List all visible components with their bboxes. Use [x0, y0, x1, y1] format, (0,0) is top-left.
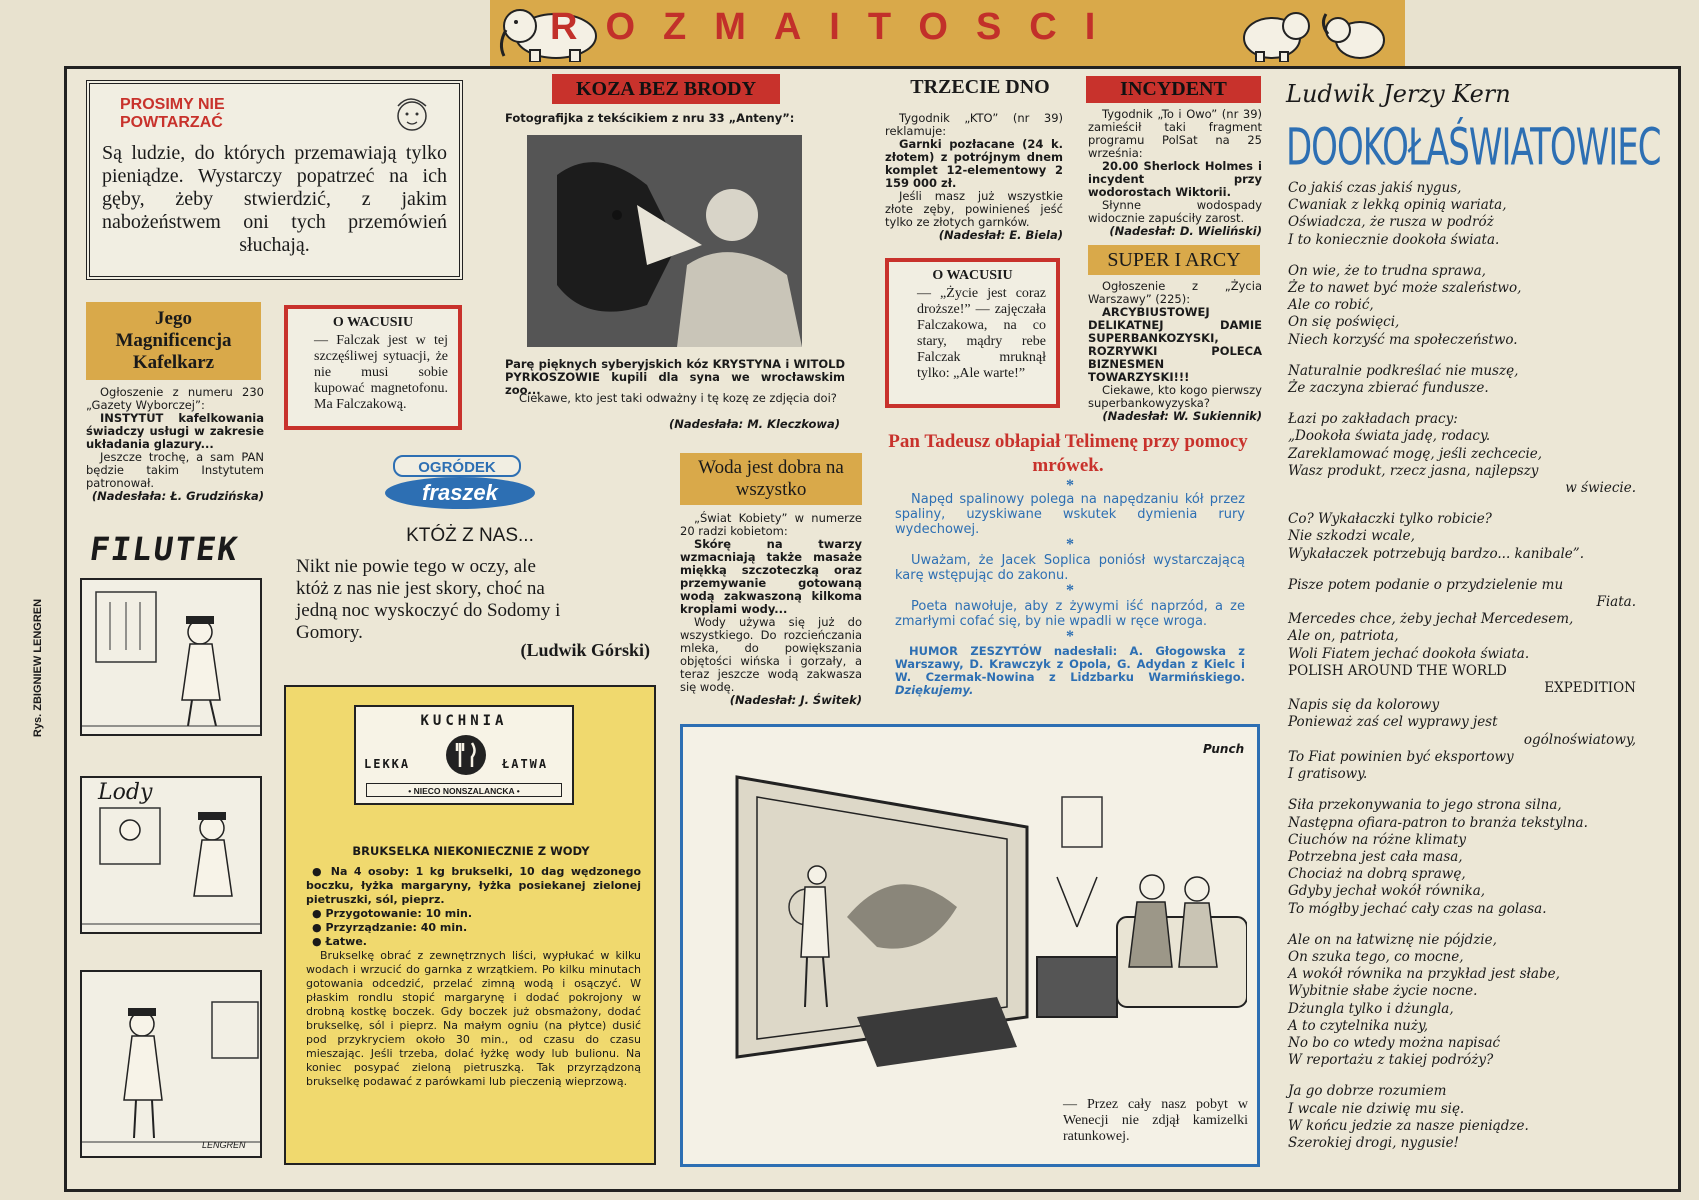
poem-line: Siła przekonywania to jego strona silna,	[1288, 797, 1562, 814]
side-credit: Rys. ZBIGNIEW LENGREN	[32, 598, 44, 738]
poem-line: Cwaniak z lekką opinią wariata,	[1288, 197, 1507, 214]
koza-caption: Parę pięknych syberyjskich kóz KRYSTYNA i WITOLD PYRKOSZOWIE kupili dla syna we wrocławskim zoo...	[505, 357, 845, 397]
woda-text: „Świat Kobiety” w numerze 20 radzi kobietom:	[680, 511, 862, 538]
trzecie-signature: (Nadesłał: E. Biela)	[938, 228, 1063, 242]
asterisk-icon: *	[1066, 582, 1074, 599]
poem-stanza	[1288, 797, 1636, 917]
kuchnia-cook	[306, 921, 641, 935]
bullet-icon: ●	[312, 907, 326, 920]
super-comment: Ciekawe, kto kogo pierwszy superbankowyzyska?	[1088, 383, 1262, 410]
poem-line: On szuka tego, co mocne,	[1288, 948, 1464, 965]
bullet-icon: ●	[312, 935, 326, 948]
poem-line: POLISH AROUND THE WORLD	[1288, 662, 1507, 679]
kuchnia-logo-right: ŁATWA	[502, 757, 549, 771]
humor-footer-label: HUMOR ZESZYTÓW	[909, 644, 1042, 658]
humor-list	[895, 477, 1246, 697]
kuchnia-text: Brukselkę obrać z zewnętrznych liści, wypłukać w kilku wodach i wrzucić do garnka z wrzątkiem. Po kilku minutach gotowania odcedzić, przelać zimną wodą i osączyć. W płaskim rondlu stopić margarynę i dodać pokrojony w drobną kostkę boczek. Gdy boczek już obsmażony, dodać brukselkę, sól i pieprz. Na małym ogniu (na płytce) dusić pod przykryciem około 30 min., od czasu do czasu mieszając. Jeśli trzeba, dolać łyżkę wody lub bulionu. Na koniec posypać zieloną pietruszką. Tak przyrządzoną brukselkę podawać z parówkami lub pieczenią wieprzową.	[306, 949, 641, 1088]
incydent-title: INCYDENT	[1086, 76, 1261, 103]
incydent-quote: 20.00 Sherlock Holmes i incydent przy wodorostach Wiktorii.	[1088, 159, 1262, 199]
kuchnia-ingredients-text: Na 4 osoby: 1 kg brukselki, 10 dag wędzonego boczku, łyżka margaryny, łyżka posiekanej zielonej pietruszki, sól, pieprz.	[306, 865, 642, 906]
punch-caption: — Przez cały nasz pobyt w Wenecji nie zdjął kamizelki ratunkowej.	[1063, 1097, 1248, 1144]
wacusiu2-title: O WACUSIU	[932, 268, 1013, 283]
poem-line: Zareklamować mogę, jeśli zechcecie,	[1288, 445, 1543, 462]
incydent-signature: (Nadesłał: D. Wieliński)	[1109, 224, 1262, 238]
poem-line: ogólnoświatowy,	[1523, 731, 1636, 748]
trzecie-text: Tygodnik „KTO” (nr 39) reklamuje:	[885, 111, 1063, 138]
kuchnia-ingredients	[306, 865, 641, 907]
koza-title: KOZA BEZ BRODY	[552, 74, 780, 104]
poem-line: Następna ofiara-patron to branża tekstylna.	[1288, 814, 1588, 831]
kuchnia-logo-bottom: • NIECO NONSZALANCKA •	[366, 783, 562, 797]
poem-line: I gratisowy.	[1288, 766, 1368, 783]
humor-item-1: Napęd spalinowy polega na napędzaniu kół przez spaliny, uzyskiwane wskutek dymienia rury wydechowej.	[895, 492, 1245, 537]
woda-body	[680, 512, 862, 707]
poem-line: Naturalnie podkreślać nie muszę,	[1288, 362, 1519, 379]
koza-photo	[527, 135, 802, 347]
poem-line: Niech korzyść ma społeczeństwo.	[1288, 331, 1518, 348]
humor-thanks: Dziękujemy.	[895, 683, 974, 697]
kuchnia-cook-text: Przyrządzanie: 40 min.	[325, 921, 468, 934]
poem-line: To mógłby jechać cały czas na golasa.	[1288, 900, 1547, 917]
koza-intro: Fotografijka z tekścikiem z nru 33 „Anteny”:	[505, 111, 795, 125]
poem-line: I wcale nie dziwię mu się.	[1288, 1100, 1465, 1117]
poem-stanza	[1288, 180, 1636, 249]
kuchnia-title: BRUKSELKA NIEKONIECZNIE Z WODY	[352, 844, 590, 858]
super-body	[1088, 280, 1262, 423]
jego-signature: (Nadesłała: Ł. Grudzińska)	[91, 489, 264, 503]
woda-title: Woda jest dobra na wszystko	[698, 457, 844, 500]
super-title: SUPER I ARCY	[1107, 249, 1241, 271]
fork-knife-icon	[444, 733, 488, 777]
filutek-sign-lody: Lody	[98, 780, 153, 805]
kuchnia-logo	[354, 705, 574, 805]
poem-line: To Fiat powinien być eksportowy	[1288, 748, 1514, 765]
kuchnia-logo-top: KUCHNIA	[420, 713, 508, 729]
poem-line: I to koniecznie dookoła świata.	[1288, 231, 1500, 248]
humor-item-2: Uważam, że Jacek Soplica poniósł wystarczającą karę wstępując do zakonu.	[895, 553, 1245, 583]
poem-line: Dżungla tylko i dżungla,	[1288, 1000, 1454, 1017]
trzecie-quote: Garnki pozłacane (24 k. złotem) z potrójnym dnem komplet 12-elementowy 2 159 000 zł.	[885, 137, 1063, 190]
poem-line: Nie szkodzi wcale,	[1288, 528, 1415, 545]
filutek-artist: LENGREN	[202, 1140, 246, 1150]
kuchnia-easy-text: Łatwe.	[325, 935, 367, 948]
super-quote: ARCYBIUSTOWEJ DELIKATNEJ DAMIE SUPERBANKOZYSKI, ROZRYWKI POLECA BIZNESMEN TOWARZYSKI!!!	[1088, 305, 1262, 384]
koza-signature: (Nadesłała: M. Kleczkowa)	[668, 417, 840, 431]
super-signature: (Nadesłał: W. Sukiennik)	[1102, 409, 1262, 423]
ktoz-author: (Ludwik Górski)	[520, 640, 650, 660]
trzecie-comment: Jeśli masz już wszystkie złote zęby, powinieneś jeść tylko ze złotych garnków.	[885, 189, 1063, 229]
woda-signature: (Nadesłał: J. Świtek)	[729, 693, 862, 707]
poem-line: Szerokiej drogi, nygusie!	[1288, 1134, 1459, 1151]
wacusiu2-box	[885, 258, 1060, 408]
poem-line: Co jakiś czas jakiś nygus,	[1288, 180, 1462, 196]
poem-line: Oświadcza, że rusza w podróż	[1288, 214, 1494, 231]
poem-line: A to czytelnika nuży,	[1288, 1017, 1429, 1034]
poem-line: Potrzebna jest cała masa,	[1288, 848, 1463, 865]
humor-footer	[895, 645, 1245, 697]
poem-line: Wykałaczek potrzebują bardzo... kanibale”.	[1288, 545, 1584, 562]
poem-line: Mercedes chce, żeby jechał Mercedesem,	[1288, 611, 1574, 628]
humor-footer-text: nadesłali: A. Głogowska z Warszawy, D. Krawczyk z Opola, G. Adydan z Kielc i W. Czermak-Nowina z Lidzbarku Warmińskiego.	[895, 644, 1246, 684]
poem-stanza	[1288, 1083, 1636, 1152]
punch-source: Punch	[1203, 742, 1245, 756]
incydent-body	[1088, 108, 1262, 238]
bullet-icon: ●	[312, 865, 331, 878]
filutek-panel-1	[80, 578, 262, 736]
poem-line: Ale co robić,	[1288, 297, 1374, 314]
wacusiu2-text: — „Życie jest coraz droższe!” — zajęczała Falczakowa, na co stary, mądry rebe Falczak mruknął tylko: „Ale warte!”	[917, 286, 1046, 381]
jego-title-box	[86, 302, 261, 380]
wacusiu1-box	[284, 305, 462, 430]
banner-title	[540, 2, 1220, 52]
kuchnia-prep-text: Przygotowanie: 10 min.	[325, 907, 472, 920]
filutek-panel-1-art	[82, 580, 260, 734]
kuchnia-body	[306, 865, 641, 1089]
poem-line: Ciuchów na różne klimaty	[1288, 831, 1466, 848]
jego-title: Jego Magnificencja Kafelkarz	[115, 308, 232, 373]
prosimy-text: Są ludzie, do których przemawiają tylko pieniądze. Wystarczy popatrzeć na ich gęby, żeby stwierdzić, z jakim nabożeństwem oni tych przemówień słuchają.	[102, 142, 447, 256]
humor-title: Pan Tadeusz obłapiał Telimenę przy pomocy mrówek.	[888, 431, 1248, 476]
poem-line: Chociaż na dobrą sprawę,	[1288, 866, 1466, 883]
poem-stanza	[1288, 932, 1636, 1070]
trzecie-body	[885, 112, 1063, 242]
poem-line: Gdyby jechał wokół równika,	[1288, 883, 1486, 900]
poem-line: Napis się da kolorowy	[1288, 697, 1440, 714]
filutek-panel-3	[80, 970, 262, 1158]
poem-line: Ponieważ zaś cel wyprawy jest	[1288, 714, 1498, 731]
jego-comment: Jeszcze trochę, a sam PAN będzie takim Instytutem patronował.	[86, 450, 264, 490]
bullet-icon: ●	[312, 921, 326, 934]
jego-body	[86, 386, 264, 503]
poem-stanza	[1288, 411, 1636, 497]
poem-stanza	[1288, 263, 1636, 349]
poem-line: Wybitnie słabe życie nocne.	[1288, 983, 1478, 1000]
poem-line: Że zaczyna zbierać fundusze.	[1288, 380, 1489, 397]
ogrodek-logo	[385, 455, 535, 511]
trzecie-title: TRZECIE DNO	[910, 76, 1050, 98]
filutek-panel-3-art	[82, 972, 260, 1156]
poem-line: Ale on, patriota,	[1288, 628, 1399, 645]
jego-text: Ogłoszenie z numeru 230 „Gazety Wyborczej”:	[86, 385, 264, 412]
humor-item-3: Poeta nawołuje, aby z żywymi iść naprzód, a ze zmarłymi cofać się, by nie wpadli w ręce wroga.	[895, 599, 1245, 629]
poem-line: On wie, że to trudna sprawa,	[1288, 262, 1486, 279]
poem-line: Woli Fiatem jechać dookoła świata.	[1288, 645, 1530, 662]
kuchnia-box	[284, 685, 656, 1165]
poem-line: On się poświęci,	[1288, 314, 1400, 331]
poem-line: „Dookoła świata jadę, rodacy.	[1288, 428, 1491, 445]
incydent-text: Tygodnik „To i Owo” (nr 39) zamieścił taki fragment programu PolSat na 25 września:	[1088, 107, 1262, 160]
poem-line: W reportażu z takiej podróży?	[1288, 1052, 1494, 1069]
woda-comment: Wody używa się już do wszystkiego. Do rozcieńczania mleka, do powiększania objętości wińska i gorzały, a teraz jeszcze wodą zakwasza się wodę.	[680, 615, 862, 694]
filutek-title: FILUTEK	[87, 530, 242, 568]
woda-quote: Skórę na twarzy wzmacniają także masaże miękką szczoteczką oraz przemywanie gotowaną wodą zakwaszoną kilkoma kroplami wody...	[680, 537, 862, 616]
poem-line: Wasz produkt, rzecz jasna, najlepszy	[1288, 462, 1539, 479]
face-sketch-icon	[380, 92, 440, 142]
ktoz-text: Nikt nie powie tego w oczy, ale któż z nas nie jest skory, choć na jedną noc wyskoczyć do Sodomy i Gomory.	[296, 556, 561, 643]
kuchnia-prep	[306, 907, 641, 921]
poem-title: DOOKOŁAŚWIATOWIEC	[1286, 118, 1661, 178]
ogrodek-line1: OGRÓDEK	[393, 455, 521, 477]
asterisk-icon: *	[1066, 628, 1074, 645]
punch-cartoon-art	[697, 757, 1247, 1077]
poem-line: Co? Wykałaczki tylko robicie?	[1288, 511, 1492, 528]
poem-line: A wokół równika na przykład jest słabe,	[1288, 966, 1560, 983]
elephant-baby-icon	[1320, 4, 1400, 62]
poem-author: Ludwik Jerzy Kern	[1286, 80, 1511, 108]
asterisk-icon: *	[1066, 477, 1074, 494]
prosimy-title: PROSIMY NIE POWTARZAĆ	[120, 96, 225, 131]
ogrodek-line2: fraszek	[385, 477, 535, 509]
kuchnia-easy	[306, 935, 641, 949]
poem-stanza	[1288, 363, 1636, 397]
filutek-panel-2	[80, 776, 262, 934]
banner-letter: ROZMAITOSCI	[550, 6, 1124, 48]
punch-box	[680, 724, 1260, 1167]
poem-line: Łazi po zakładach pracy:	[1288, 411, 1458, 428]
poem-line: Pisze potem podanie o przydzielenie mu	[1288, 576, 1564, 593]
poem-line: No bo co wtedy można napisać	[1288, 1034, 1501, 1051]
super-text: Ogłoszenie z „Życia Warszawy” (225):	[1088, 279, 1262, 306]
ktoz-title: KTÓŻ Z NAS...	[406, 525, 534, 546]
asterisk-icon: *	[1066, 536, 1074, 553]
poem-line: W końcu jedzie za nasze pieniądze.	[1288, 1117, 1529, 1134]
kuchnia-logo-left: LEKKA	[364, 757, 411, 771]
poem-line: Że to nawet być może szaleństwo,	[1288, 280, 1522, 297]
jego-quote: INSTYTUT kafelkowania świadczy usługi w zakresie układania glazury...	[86, 411, 264, 451]
koza-comment: Ciekawe, kto jest taki odważny i tę kozę ze zdjęcia doi?	[519, 391, 837, 405]
wacusiu1-text: — Falczak jest w tej szczęśliwej sytuacji, że nie musi sobie kupować magnetofonu. Ma Falczakową.	[314, 333, 448, 412]
wacusiu1-title: O WACUSIU	[332, 315, 414, 330]
super-title-box	[1088, 245, 1260, 275]
poem-body	[1288, 180, 1636, 1166]
poem-line: Fiata.	[1596, 594, 1636, 611]
poem-line: Ale on na łatwiznę nie pójdzie,	[1288, 931, 1497, 948]
prosimy-box	[86, 80, 463, 280]
poem-stanza	[1288, 577, 1636, 783]
incydent-comment: Słynne wodospady widocznie zapuściły zarost.	[1088, 198, 1262, 225]
poem-line: w świecie.	[1565, 480, 1636, 497]
poem-stanza	[1288, 511, 1636, 563]
elephant-right-icon	[1234, 4, 1314, 62]
poem-line: Ja go dobrze rozumiem	[1288, 1083, 1447, 1100]
woda-title-box	[680, 453, 862, 505]
poem-line: EXPEDITION	[1544, 680, 1636, 697]
